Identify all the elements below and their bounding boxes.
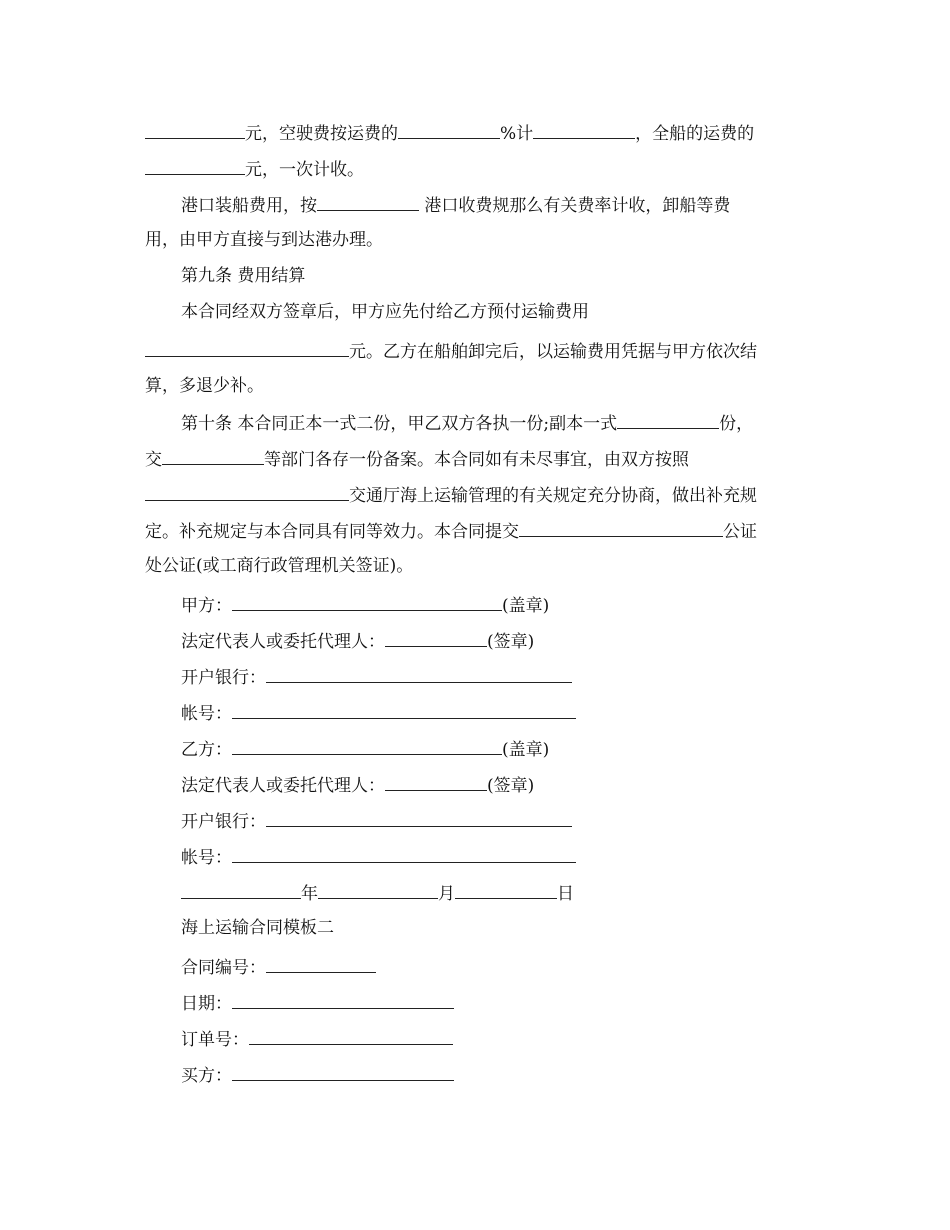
sign-note: (签章) [487, 632, 535, 652]
text: 港口装船费用，按 [181, 196, 317, 216]
blank-field[interactable] [145, 156, 245, 175]
contract-no-field[interactable] [266, 954, 376, 973]
blank-field[interactable] [617, 410, 719, 429]
blank-field[interactable] [145, 338, 349, 357]
port-fee-line-1 [0, 192, 950, 216]
year-field[interactable] [181, 880, 301, 899]
blank-field[interactable] [519, 518, 723, 537]
template-2-title [0, 916, 950, 940]
text: 份， [719, 414, 754, 434]
party-b-line [0, 736, 950, 760]
month-label: 月 [438, 884, 455, 904]
party-a-rep-field[interactable] [385, 628, 487, 647]
blank-field[interactable] [162, 446, 264, 465]
blank-field[interactable] [317, 192, 419, 211]
party-a-line [0, 592, 950, 616]
day-field[interactable] [455, 880, 557, 899]
blank-field[interactable] [533, 120, 635, 139]
fee-line-1 [0, 120, 950, 144]
text: 第十条 本合同正本一式二份，甲乙双方各执一份;副本一式 [181, 414, 618, 434]
seal-note: (盖章) [502, 596, 550, 616]
order-no-line [0, 1026, 950, 1050]
party-a-rep-line [0, 628, 950, 652]
article-10-line-3 [0, 482, 950, 506]
sign-note: (签章) [487, 776, 535, 796]
fee-line-2 [0, 156, 950, 180]
seal-note: (盖章) [502, 740, 550, 760]
label: 法定代表人或委托代理人： [181, 776, 385, 796]
date2-line [0, 990, 950, 1014]
party-a-account-line [0, 700, 950, 724]
party-b-bank-field[interactable] [266, 808, 572, 827]
blank-field[interactable] [145, 120, 245, 139]
date-line [0, 880, 950, 904]
text: 元，空驶费按运费的 [245, 124, 398, 144]
text: 等部门各存一份备案。本合同如有未尽事宜，由双方按照 [264, 450, 689, 470]
article-9-line-3 [0, 374, 950, 398]
text: 用，由甲方直接与到达港办理。 [145, 230, 383, 250]
label: 帐号： [181, 704, 232, 724]
heading: 海上运输合同模板二 [181, 918, 334, 938]
year-label: 年 [301, 884, 318, 904]
label: 订单号： [181, 1030, 249, 1050]
article-10-line-5 [0, 554, 950, 578]
label: 帐号： [181, 848, 232, 868]
label: 日期： [181, 994, 232, 1014]
party-a-bank-field[interactable] [266, 664, 572, 683]
label: 开户银行： [181, 812, 266, 832]
article-9-line-2 [0, 338, 950, 362]
party-a-account-field[interactable] [232, 700, 576, 719]
party-b-bank-line [0, 808, 950, 832]
text: ，全船的运费的 [635, 124, 755, 144]
article-9-line-1 [0, 300, 950, 324]
text: 本合同经双方签章后，甲方应先付给乙方预付运输费用 [181, 302, 589, 322]
label: 法定代表人或委托代理人： [181, 632, 385, 652]
article-10-line-1 [0, 410, 950, 434]
date-field[interactable] [232, 990, 454, 1009]
party-b-field[interactable] [232, 736, 502, 755]
party-b-rep-line [0, 772, 950, 796]
party-b-account-field[interactable] [232, 844, 576, 863]
text: 处公证(或工商行政管理机关签证)。 [145, 556, 414, 576]
text: 算，多退少补。 [145, 376, 264, 396]
port-fee-line-2 [0, 228, 950, 252]
day-label: 日 [557, 884, 574, 904]
buyer-line [0, 1062, 950, 1086]
text: 元。乙方在船舶卸完后，以运输费用凭据与甲方依次结 [349, 342, 757, 362]
contract-no-line [0, 954, 950, 978]
text: %计 [500, 124, 534, 144]
text: 公证 [723, 522, 757, 542]
party-a-bank-line [0, 664, 950, 688]
buyer-field[interactable] [232, 1062, 454, 1081]
label: 开户银行： [181, 668, 266, 688]
order-no-field[interactable] [249, 1026, 453, 1045]
article-10-line-4 [0, 518, 950, 542]
text: 港口收费规那么有关费率计收，卸船等费 [419, 196, 731, 216]
heading: 第九条 费用结算 [181, 266, 306, 286]
blank-field[interactable] [145, 482, 349, 501]
article-9-title [0, 264, 950, 288]
party-b-account-line [0, 844, 950, 868]
text: 元，一次计收。 [245, 160, 364, 180]
label: 买方： [181, 1066, 232, 1086]
month-field[interactable] [318, 880, 438, 899]
article-10-line-2 [0, 446, 950, 470]
label: 乙方： [181, 740, 232, 760]
text: 交通厅海上运输管理的有关规定充分协商，做出补充规 [349, 486, 757, 506]
party-b-rep-field[interactable] [385, 772, 487, 791]
party-a-field[interactable] [232, 592, 502, 611]
text: 交 [145, 450, 162, 470]
blank-field[interactable] [398, 120, 500, 139]
label: 甲方： [181, 596, 232, 616]
label: 合同编号： [181, 958, 266, 978]
text: 定。补充规定与本合同具有同等效力。本合同提交 [145, 522, 519, 542]
